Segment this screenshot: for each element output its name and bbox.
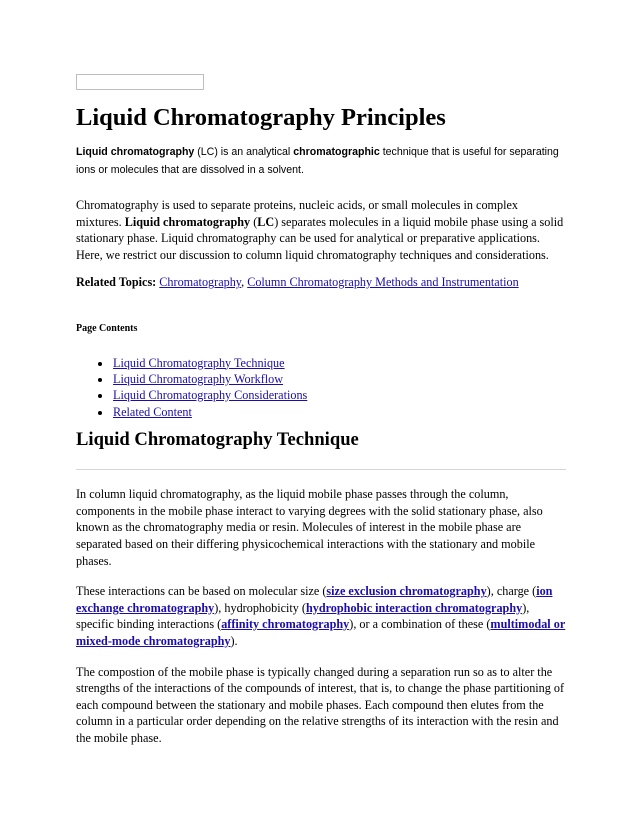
interactions-text-3: ), hydrophobicity ( [214, 600, 306, 615]
interactions-text-2: ), charge ( [486, 584, 537, 599]
list-item [112, 371, 566, 387]
document-page [76, 74, 566, 747]
intro-bold-term-2: chromatographic [293, 146, 380, 158]
size-exclusion-link[interactable]: size exclusion chromatography [326, 584, 487, 599]
related-topics-label: Related Topics: [76, 275, 157, 290]
list-item [112, 387, 566, 403]
section-heading: Liquid Chromatography Technique [76, 429, 359, 451]
interactions-text-5: ), or a combination of these ( [349, 617, 491, 632]
interactions-text-6: ). [230, 633, 238, 648]
overview-paragraph [76, 197, 566, 263]
ion-exchange-link[interactable]: ion exchange chromatography [76, 584, 553, 615]
overview-text: Chromatography is used to separate proteins, nucleic acids, or small molecules in complex mixtures. [76, 198, 519, 229]
page-title: Liquid Chromatography Principles [76, 104, 446, 131]
hydrophobic-interaction-link[interactable]: hydrophobic interaction chromatography [305, 600, 523, 615]
related-topics [76, 274, 566, 291]
intro-text-2: technique that is useful for separating ions or molecules that are dissolved in a solvent. [76, 146, 559, 176]
multimodal-link[interactable]: multimodal or mixed-mode chromatography [76, 617, 566, 648]
overview-bold-2: LC [257, 214, 275, 229]
list-item [112, 355, 566, 371]
affinity-link[interactable]: affinity chromatography [221, 617, 350, 632]
mobile-phase-paragraph: The compostion of the mobile phase is typically changed during a separation run so as to alter the strengths of the interactions of the compounds of interest, that is, to change the phase partitioning of each compound between the stationary and mobile phases. Each compound then elutes from the column in a particular order depending on the relative strengths of its interaction with the resin and the mobile phase. [76, 664, 565, 745]
related-separator: , [241, 275, 248, 290]
technique-paragraph: In column liquid chromatography, as the liquid mobile phase passes through the column, components in the mobile phase interact to varying degrees with the solid stationary phase, also known as the chromatography media or resin. Molecules of interest in the mobile phase are separated based on their differing physicochemical interactions with the stationary and mobile phases. [76, 487, 543, 568]
page-contents-list [76, 355, 566, 421]
column-methods-link[interactable]: Column Chromatography Methods and Instrumentation [247, 275, 519, 290]
interactions-paragraph [76, 583, 566, 649]
toc-link-technique[interactable]: Liquid Chromatography Technique [113, 355, 285, 370]
list-item [112, 404, 566, 420]
toc-link-considerations[interactable]: Liquid Chromatography Considerations [113, 388, 308, 403]
search-box[interactable] [76, 74, 204, 90]
intro-text: (LC) is an analytical [194, 146, 294, 158]
interactions-text-4: ), specific binding interactions ( [76, 600, 530, 632]
overview-bold: Liquid chromatography [124, 214, 251, 229]
chromatography-link[interactable]: Chromatography [159, 275, 242, 290]
overview-text-2: ( [250, 214, 258, 229]
toc-link-related[interactable]: Related Content [113, 404, 192, 419]
page-contents-heading: Page Contents [76, 322, 138, 334]
intro-paragraph [76, 143, 566, 179]
overview-text-3: ) separates molecules in a liquid mobile phase using a solid stationary phase. Liquid chromatography can be used for analytical or preparative applications. Here, we restrict our discussion to column liquid chromatography techniques and considerations. [76, 214, 564, 262]
intro-bold-term: Liquid chromatography [76, 146, 195, 158]
section-divider [76, 469, 566, 470]
toc-link-workflow[interactable]: Liquid Chromatography Workflow [113, 371, 284, 386]
interactions-text: These interactions can be based on molecular size ( [76, 584, 327, 599]
